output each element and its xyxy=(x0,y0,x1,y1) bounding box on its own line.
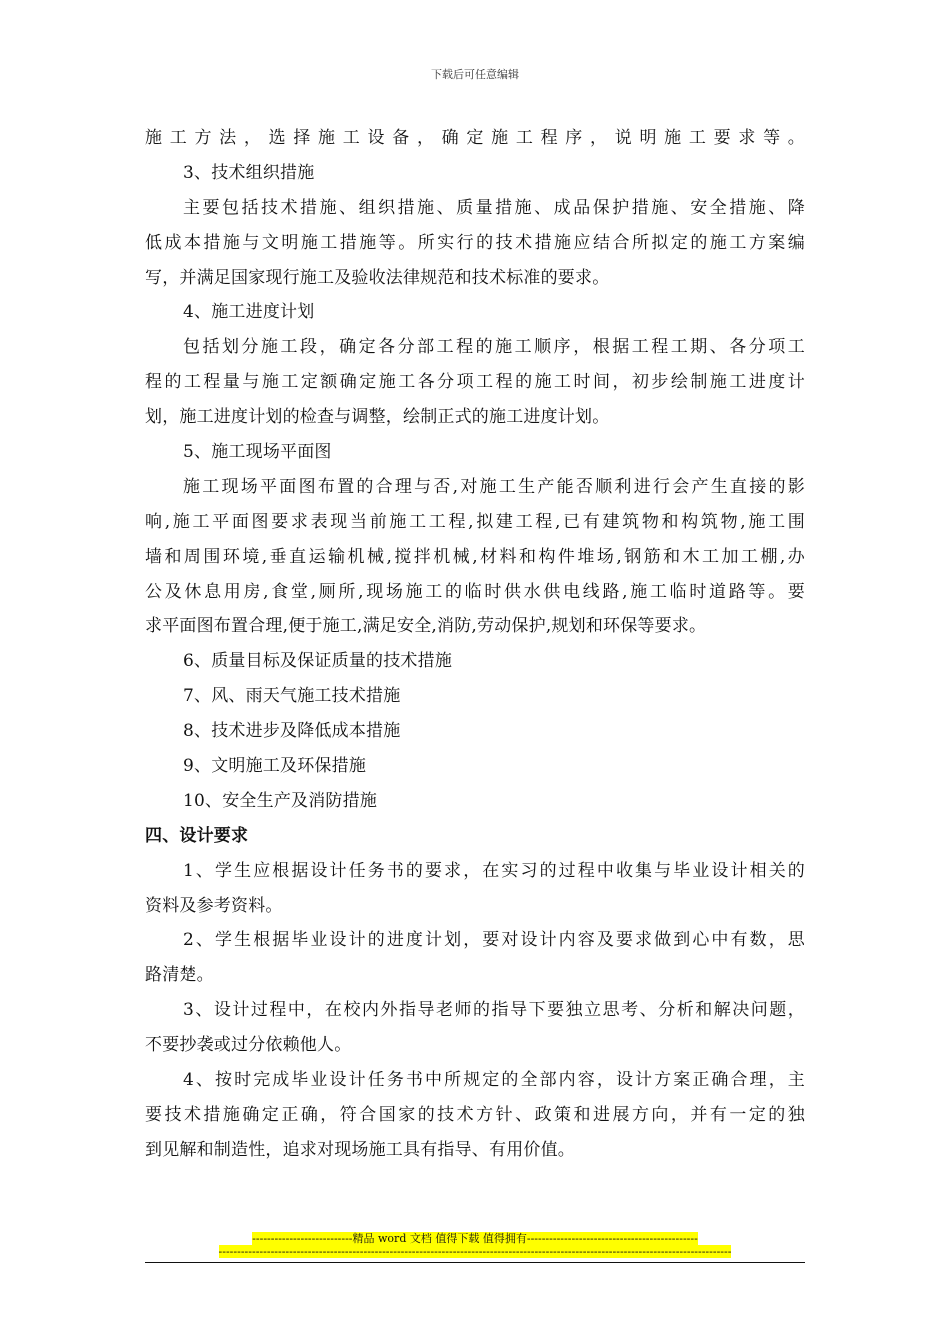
paragraph-line: 资料及参考资料。 xyxy=(145,895,283,916)
paragraph-line: 到见解和制造性，追求对现场施工具有指导、有用价值。 xyxy=(145,1139,575,1160)
section-heading: 7、风、雨天气施工技术措施 xyxy=(183,686,401,707)
paragraph-line: 写，并满足国家现行施工及验收法律规范和技术标准的要求。 xyxy=(145,267,610,288)
footer-rule xyxy=(145,1262,805,1263)
paragraph-line: 主要包括技术措施、组织措施、质量措施、成品保护措施、安全措施、降 xyxy=(183,197,805,218)
section-heading: 5、施工现场平面图 xyxy=(183,442,332,463)
paragraph-line: 1、学生应根据设计任务书的要求，在实习的过程中收集与毕业设计相关的 xyxy=(183,860,805,881)
chapter-heading: 四、设计要求 xyxy=(145,825,249,846)
section-heading: 10、安全生产及消防措施 xyxy=(183,790,378,811)
paragraph-line: 墙和周围环境,垂直运输机械,搅拌机械,材料和构件堆场,钢筋和木工加工棚,办 xyxy=(145,546,805,567)
section-heading: 6、质量目标及保证质量的技术措施 xyxy=(183,651,453,672)
paragraph-line: 程的工程量与施工定额确定施工各分项工程的施工时间，初步绘制施工进度计 xyxy=(145,372,805,393)
document-body xyxy=(145,121,805,1168)
section-heading: 8、技术进步及降低成本措施 xyxy=(183,721,401,742)
paragraph-line: 施工方法，选择施工设备，确定施工程序，说明施工要求等。 xyxy=(145,128,805,148)
section-heading: 9、文明施工及环保措施 xyxy=(183,756,367,777)
section-heading: 3、技术组织措施 xyxy=(183,162,315,183)
paragraph-line: 划，施工进度计划的检查与调整，绘制正式的施工进度计划。 xyxy=(145,407,610,428)
section-heading: 4、施工进度计划 xyxy=(183,302,315,323)
page-header: 下载后可任意编辑 xyxy=(431,68,519,81)
paragraph-line: 要技术措施确定正确，符合国家的技术方针、政策和进展方向，并有一定的独 xyxy=(145,1104,805,1125)
paragraph-line: 低成本措施与文明施工措施等。所实行的技术措施应结合所拟定的施工方案编 xyxy=(145,232,805,253)
paragraph-line: 3、设计过程中，在校内外指导老师的指导下要独立思考、分析和解决问题， xyxy=(183,1000,805,1021)
paragraph-line: 不要抄袭或过分依赖他人。 xyxy=(145,1035,352,1056)
footer-dash-text: ------------------------------------------------------------------------------------------------------------------------------------------ xyxy=(218,1245,732,1258)
paragraph-line: 响,施工平面图要求表现当前施工工程,拟建工程,已有建筑物和构筑物,施工围 xyxy=(145,511,805,532)
paragraph-line: 4、按时完成毕业设计任务书中所规定的全部内容，设计方案正确合理，主 xyxy=(183,1070,805,1091)
footer-banner xyxy=(0,1230,950,1246)
footer-dash-line xyxy=(0,1245,950,1258)
paragraph-line: 路清楚。 xyxy=(145,965,214,986)
paragraph-line: 包括划分施工段，确定各分部工程的施工顺序，根据工程工期、各分项工 xyxy=(183,337,805,358)
paragraph-line: 施工现场平面图布置的合理与否,对施工生产能否顺利进行会产生直接的影 xyxy=(183,476,805,497)
paragraph-line: 2、学生根据毕业设计的进度计划，要对设计内容及要求做到心中有数，思 xyxy=(183,930,805,951)
paragraph-line: 求平面图布置合理,便于施工,满足安全,消防,劳动保护,规划和环保等要求。 xyxy=(145,616,707,637)
paragraph-line: 公及休息用房,食堂,厕所,现场施工的临时供水供电线路,施工临时道路等。要 xyxy=(145,581,805,602)
footer-banner-text: ---------------------------精品 word 文档 值得下载 值得拥有---------------------------------------------- xyxy=(252,1232,698,1245)
